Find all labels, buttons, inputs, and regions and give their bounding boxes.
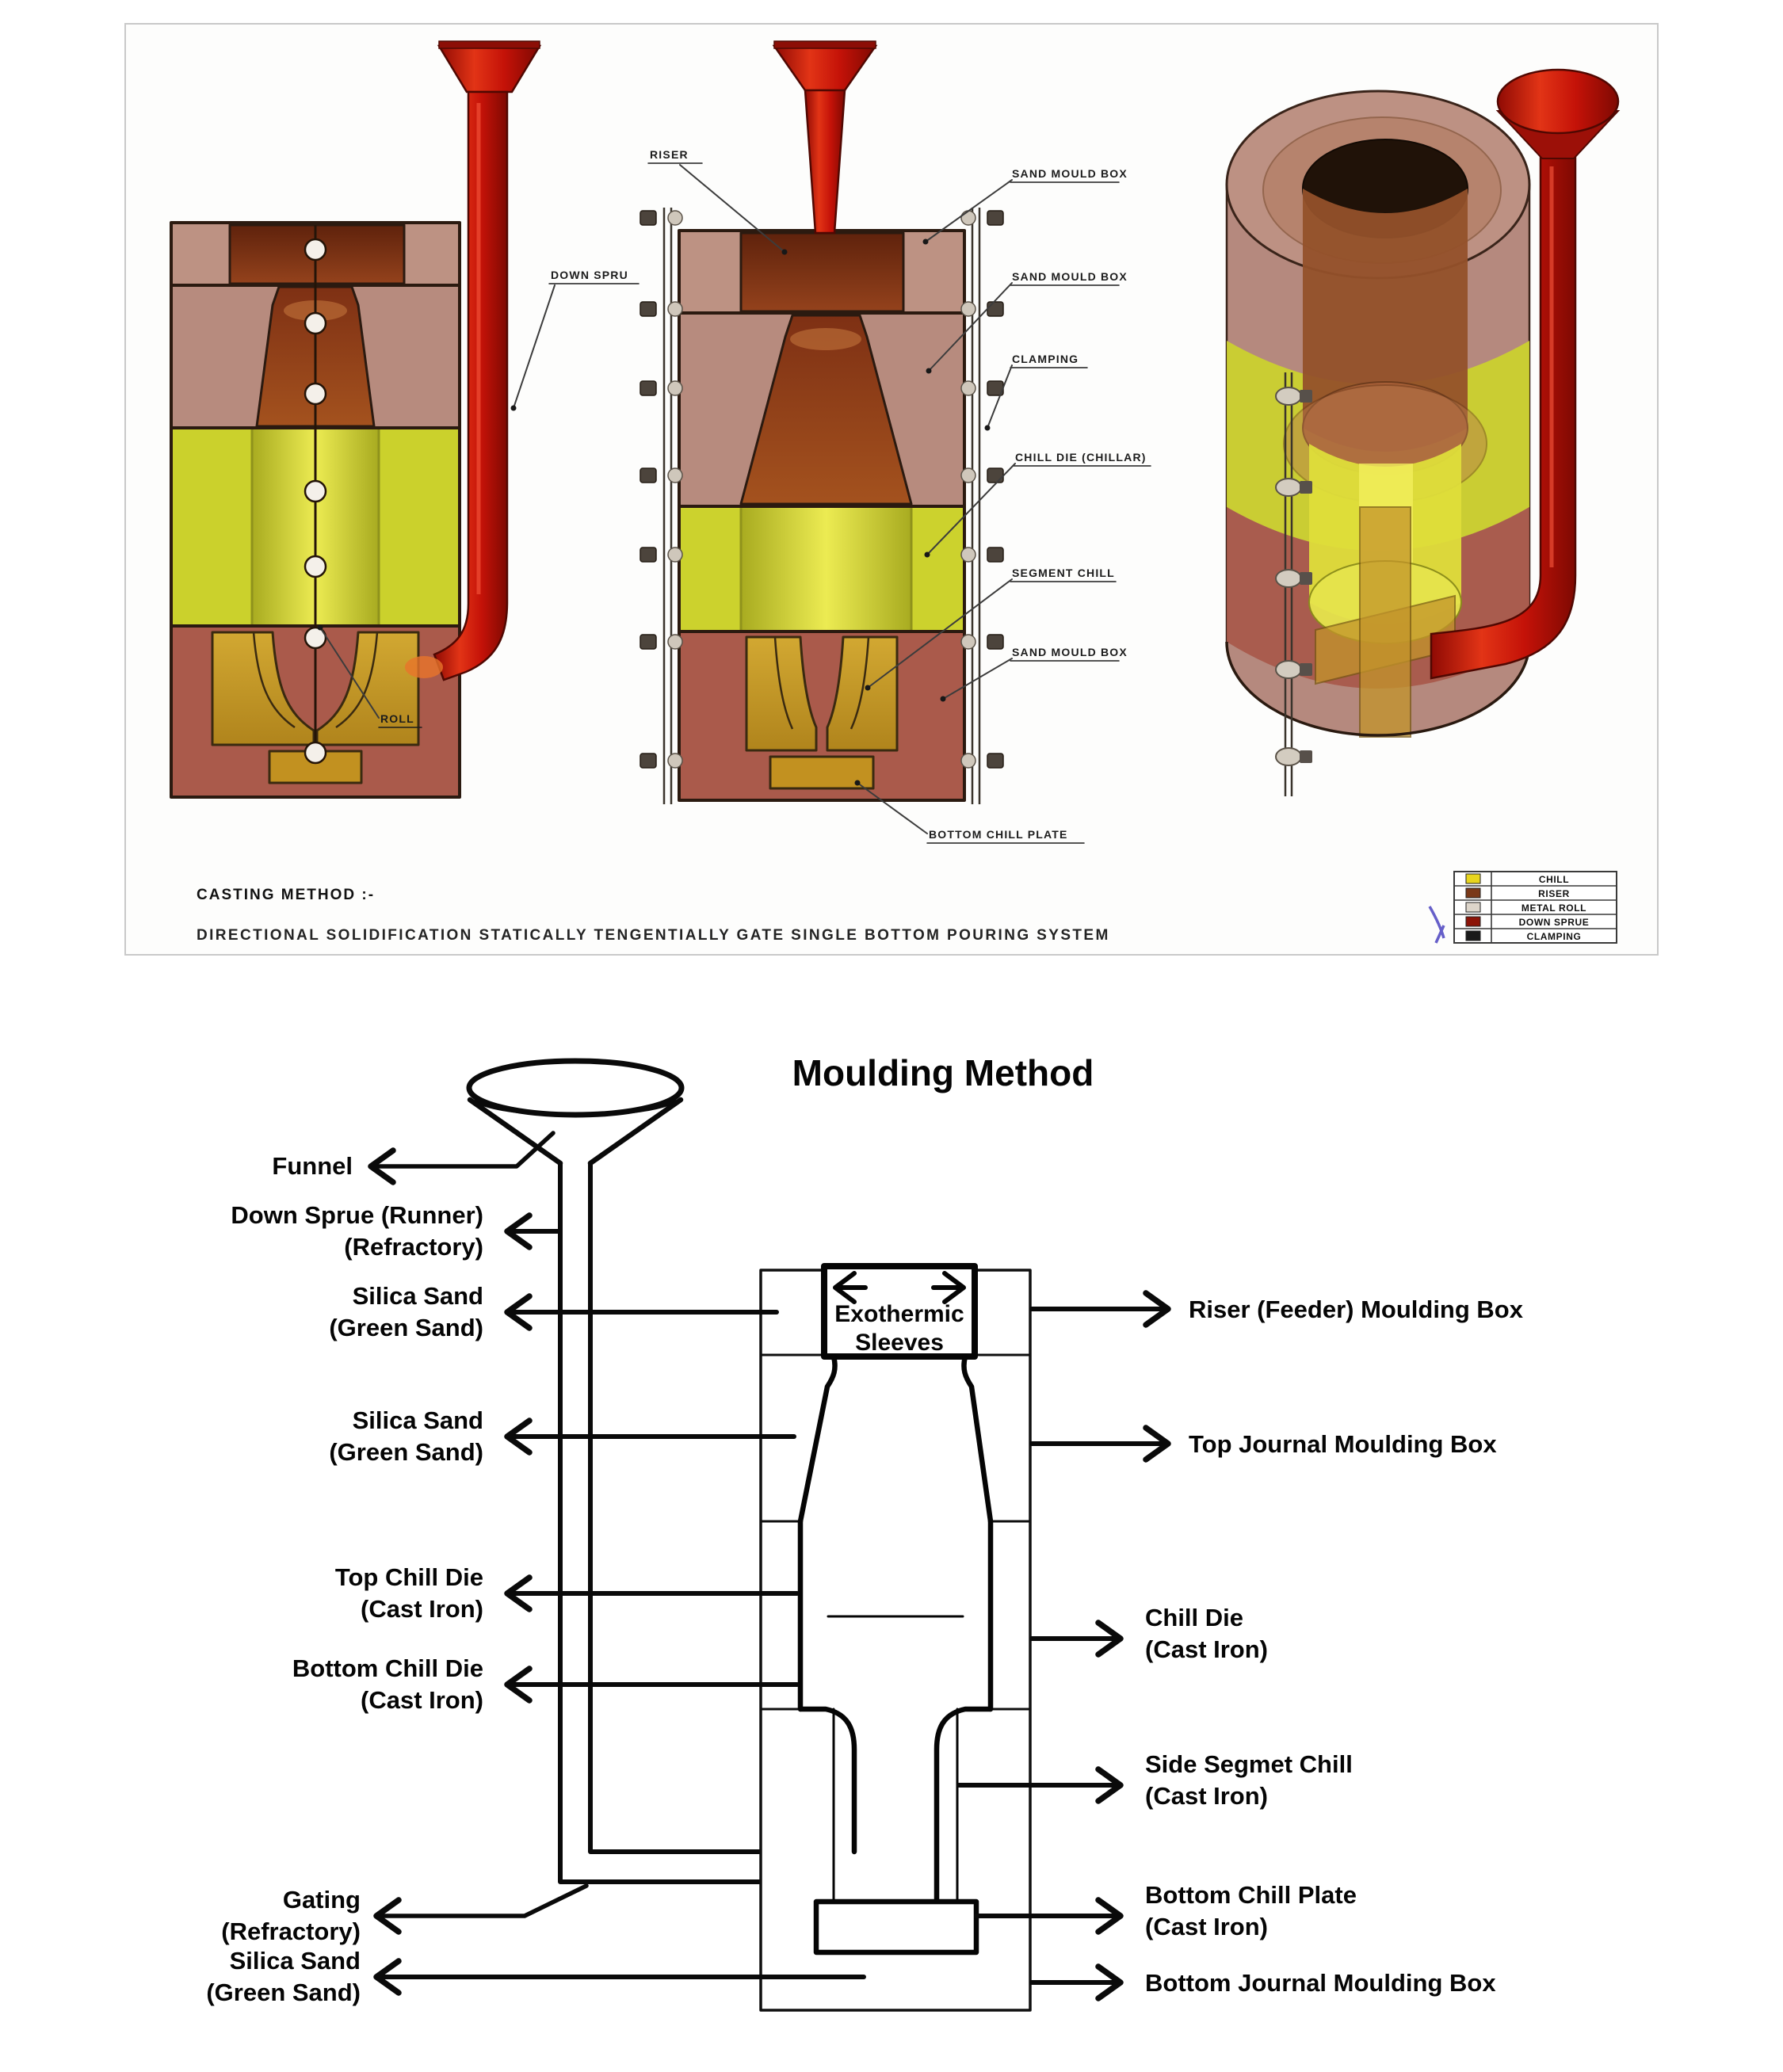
callout-bottom-chill-die-2: (Cast Iron) bbox=[361, 1686, 483, 1714]
legend-swatch-riser bbox=[1466, 888, 1480, 898]
roll-label: ROLL bbox=[380, 712, 414, 725]
riser-cavity bbox=[741, 233, 903, 311]
callout-top-chill-die: Top Chill Die bbox=[334, 1563, 483, 1591]
bottom-chill-plate-label: BOTTOM CHILL PLATE bbox=[929, 828, 1068, 841]
callout-silica-sand-2b: (Green Sand) bbox=[329, 1438, 483, 1466]
roll-barrel-cavity bbox=[741, 506, 911, 632]
moulding-method-diagram bbox=[0, 998, 1783, 2072]
legend-swatch-down-sprue bbox=[1466, 917, 1480, 926]
legend-row-label: DOWN SPRUE bbox=[1518, 917, 1590, 928]
sand-mould-box-label-2: SAND MOULD BOX bbox=[1012, 270, 1128, 283]
funnel-shape bbox=[469, 1061, 682, 1163]
callout-funnel: Funnel bbox=[272, 1152, 353, 1180]
casting-method-title: CASTING METHOD :- bbox=[197, 887, 376, 903]
legend-row-label: RISER bbox=[1538, 888, 1570, 899]
down-spru-label: DOWN SPRU bbox=[551, 269, 628, 281]
clamping-label: CLAMPING bbox=[1012, 353, 1079, 365]
callout-side-segment-chill: Side Segmet Chill bbox=[1145, 1750, 1353, 1778]
callout-chill-die-2: (Cast Iron) bbox=[1145, 1635, 1268, 1663]
chill-die-label: CHILL DIE (CHILLAR) bbox=[1015, 451, 1147, 464]
riser-label: RISER bbox=[650, 148, 689, 161]
bottom-chill-plate-outline bbox=[816, 1902, 976, 1952]
legend-row-label: CHILL bbox=[1538, 874, 1570, 885]
callout-silica-sand-3b: (Green Sand) bbox=[206, 1979, 361, 2006]
callout-bottom-chill-die: Bottom Chill Die bbox=[292, 1654, 483, 1682]
callout-silica-sand-3: Silica Sand bbox=[229, 1947, 361, 1975]
sleeves-label-line1: Exothermic bbox=[834, 1301, 964, 1327]
callout-bottom-chill-plate: Bottom Chill Plate bbox=[1145, 1881, 1357, 1909]
left-mould-cross-section bbox=[171, 223, 460, 797]
callout-down-sprue: Down Sprue (Runner) bbox=[231, 1201, 483, 1229]
callout-down-sprue-2: (Refractory) bbox=[344, 1233, 483, 1261]
callout-gating-2: (Refractory) bbox=[221, 1917, 361, 1945]
callout-silica-sand-1: Silica Sand bbox=[352, 1282, 483, 1310]
callout-side-segment-chill-2: (Cast Iron) bbox=[1145, 1782, 1268, 1810]
callout-silica-sand-2: Silica Sand bbox=[352, 1406, 483, 1434]
diagram-title: Moulding Method bbox=[792, 1052, 1094, 1093]
legend-swatch-metal-roll bbox=[1466, 902, 1480, 912]
sand-mould-box-label-1: SAND MOULD BOX bbox=[1012, 167, 1128, 180]
middle-mould-cross-section bbox=[679, 231, 964, 800]
callout-bottom-chill-plate-2: (Cast Iron) bbox=[1145, 1913, 1268, 1940]
exothermic-sleeves-box bbox=[824, 1266, 975, 1357]
callout-chill-die: Chill Die bbox=[1145, 1604, 1244, 1631]
callout-bottom-journal-box: Bottom Journal Moulding Box bbox=[1145, 1969, 1496, 1997]
casting-method-scan bbox=[0, 0, 1783, 998]
segment-chill-label: SEGMENT CHILL bbox=[1012, 567, 1115, 579]
right-callouts bbox=[959, 1293, 1524, 1998]
casting-method-description: DIRECTIONAL SOLIDIFICATION STATICALLY TENGENTIALLY GATE SINGLE BOTTOM POURING SYSTEM bbox=[197, 927, 1110, 944]
legend-swatch-clamping bbox=[1466, 931, 1480, 941]
legend-table bbox=[1430, 872, 1617, 943]
sand-mould-box-label-3: SAND MOULD BOX bbox=[1012, 646, 1128, 658]
callout-gating: Gating bbox=[282, 1886, 361, 1914]
legend-row-label: CLAMPING bbox=[1526, 931, 1582, 942]
callout-top-journal-box: Top Journal Moulding Box bbox=[1189, 1430, 1497, 1458]
legend-swatch-chill bbox=[1466, 874, 1480, 883]
sleeves-label-line2: Sleeves bbox=[855, 1330, 944, 1356]
callout-riser-moulding-box: Riser (Feeder) Moulding Box bbox=[1189, 1295, 1523, 1323]
callout-silica-sand-1b: (Green Sand) bbox=[329, 1314, 483, 1341]
legend-row-label: METAL ROLL bbox=[1521, 902, 1587, 914]
callout-top-chill-die-2: (Cast Iron) bbox=[361, 1595, 483, 1623]
